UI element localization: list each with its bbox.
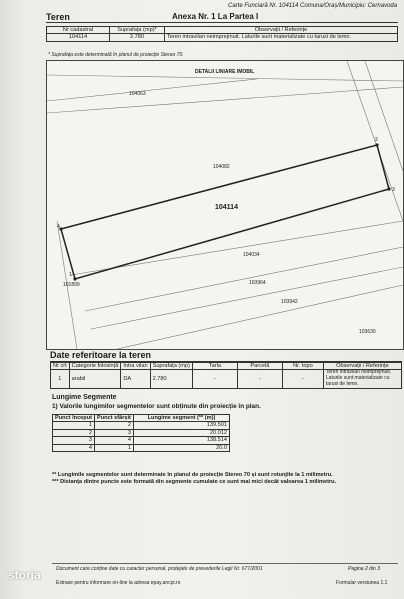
document-header-top: Carte Funciară Nr. 104114 Comuna/Oraș/Municipiu: Cernavoda [228, 3, 398, 9]
ref-col: Tarla [192, 363, 237, 370]
col-area: Suprafața (mp)* [110, 27, 165, 34]
ref-cell: - [282, 370, 323, 388]
seg-cell: 2 [53, 429, 95, 436]
seg-cell: 20.012 [133, 429, 229, 436]
seg-cell: 20.0 [133, 444, 229, 451]
observation-value: Teren intravilan neimprejmuit. Laturile sunt materializate cu tarusi de lemn. [165, 34, 398, 41]
seg-col-length: Lungime segment (** (m)) [133, 415, 229, 422]
land-table [46, 26, 398, 42]
plan-title: DETALII LINIARE IMOBIL [195, 69, 255, 75]
neighbor-label: 103942 [281, 299, 298, 305]
col-observations: Observații / Referințe [165, 27, 398, 34]
ref-col: Suprafața (mp) [150, 363, 192, 370]
ref-cell: Teren intravilan neimprejmuit. Laturile sunt materializate cu tarusi de lemn. [323, 370, 401, 388]
segments-table [52, 414, 230, 452]
land-table-row [47, 34, 398, 41]
ref-col: Nr crt [51, 363, 70, 370]
seg-col-end: Punct sfârșit [94, 415, 133, 422]
segments-note-1: ** Lungimile segmentelor sunt determinate în planul de proiecție Stereo 70 și sunt rotunjite la 1 milimetru. [52, 472, 333, 478]
land-table-header [47, 27, 398, 34]
ref-cell: - [237, 370, 282, 388]
parcel-number-center: 104114 [215, 204, 238, 211]
neighbor-label: 101899 [63, 282, 80, 288]
seg-cell: 4 [94, 437, 133, 444]
footer-note: Document care conține date cu caracter personal, protejate de prevederile Legii Nr. 677/2001 [56, 566, 263, 572]
seg-cell: 4 [53, 444, 95, 451]
point-label: 2 [375, 137, 378, 143]
ref-col: Parcelă [237, 363, 282, 370]
point-label: 4 [57, 224, 60, 230]
seg-cell: 3 [94, 429, 133, 436]
footer-extract: Extrase pentru informare on-line la adresa epay.ancpi.ro [56, 580, 181, 586]
ref-col: Categorie folosință [69, 363, 121, 370]
segment-row [53, 422, 230, 429]
neighbor-label: 103964 [249, 280, 266, 286]
header-divider [46, 22, 398, 23]
ref-cell: 2.780 [150, 370, 192, 388]
seg-col-start: Punct început [53, 415, 95, 422]
footer-divider [52, 563, 398, 564]
seg-cell: 138.514 [133, 437, 229, 444]
ref-cell: 1 [51, 370, 70, 388]
ref-cell: DA [121, 370, 150, 388]
segments-subtitle: 1) Valorile lungimilor segmentelor sunt obținute din proiecție în plan. [52, 403, 261, 410]
parcel-plan [46, 60, 404, 350]
segment-row [53, 429, 230, 436]
neighbor-label: 103630 [359, 329, 376, 335]
seg-cell: 139.501 [133, 422, 229, 429]
form-version: Formular versiunea 1.1 [336, 580, 388, 586]
ref-table [50, 362, 402, 389]
seg-cell: 1 [94, 444, 133, 451]
stereo-note: * Suprafața este determinată în planul de proiecție Stereo 70. [48, 52, 184, 58]
segments-title: Lungime Segmente [52, 394, 117, 401]
ref-section-title: Date referitoare la teren [50, 350, 152, 360]
neighbor-label: 104034 [243, 252, 260, 258]
annex-title: Anexa Nr. 1 La Partea I [172, 12, 259, 21]
seg-cell: 3 [53, 437, 95, 444]
ref-cell: arabil [69, 370, 121, 388]
section-label-teren: Teren [46, 12, 70, 22]
segments-header [53, 415, 230, 422]
col-cadastral: Nr cadastral [47, 27, 110, 34]
point-label: 3 [392, 187, 395, 193]
segments-note-2: *** Distanța dintre puncte este formată din segmente cumulate ce sunt mai mici decât valoarea 1 milimetru. [52, 479, 337, 485]
cadastral-value: 104114 [47, 34, 110, 41]
segment-row [53, 444, 230, 451]
neighbor-label: 104063 [129, 91, 146, 97]
seg-cell: 1 [53, 422, 95, 429]
point-label: 1 [69, 272, 72, 278]
seg-cell: 2 [94, 422, 133, 429]
ref-col: Observații / Referințe [323, 363, 401, 370]
ref-col: Nr. topo [282, 363, 323, 370]
ref-col: Intra vilan [121, 363, 150, 370]
area-value: 2.780 [110, 34, 165, 41]
ref-table-row [51, 370, 402, 388]
ref-cell: - [192, 370, 237, 388]
neighbor-label: 104082 [213, 164, 230, 170]
segment-row [53, 437, 230, 444]
storia-watermark: storia [8, 568, 41, 582]
page-number: Pagina 2 din 3 [348, 566, 380, 572]
